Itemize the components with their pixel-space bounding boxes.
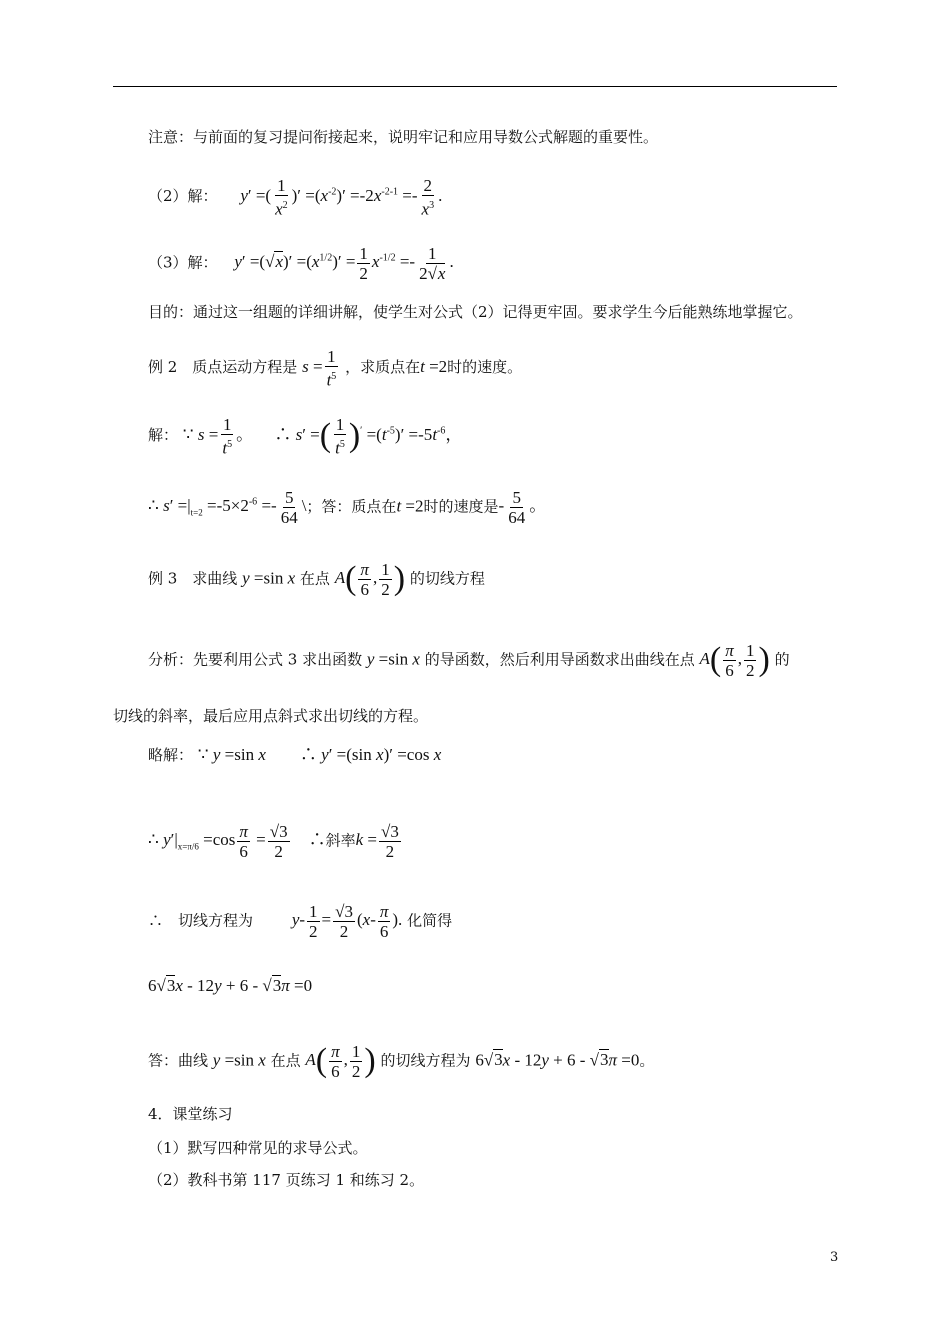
analysis-text-a: 分析：先要利用公式 3 求出函数 — [148, 650, 363, 669]
purpose-paragraph: 目的：通过这一组题的详细讲解，使学生对公式（2）记得更牢固。要求学生今后能熟练地掌握它。 — [148, 303, 803, 321]
slope-value: k = $\frac{√3}{2}$ — [355, 822, 399, 861]
solution-2-formula: y′ =( $\frac{1}{x^2}$ )′ $=(x^{-2})' =-2x^{-2-1}$ =- $\frac{2}{x^3}$ . — [240, 176, 443, 219]
simplified-equation-formula: 6√3x - 12y + 6 - √3π =0 — [148, 976, 313, 995]
example-3-point: A( $\frac{\pi}{6}$ , $\frac{1}{2}$ ) — [334, 560, 406, 599]
slope-formula: ∴ $y'|_{x=\pi/6} =\cos$ $\frac{\pi}{6}$ = $\frac{√3}{2}$ ∴ — [148, 822, 326, 861]
solution-2 — [148, 176, 442, 219]
solution-3-formula: $y' =(√x)' =(x^{1/2})'$ = $\frac{1}{2}$ $x^{-1/2}$ =- $\frac{1}{2√x}$ . — [234, 244, 454, 283]
solution-3 — [148, 244, 454, 283]
tangent-label: 切线方程为 — [178, 911, 254, 930]
final-answer-curve: y =sin x — [212, 1050, 266, 1070]
example-2-text-a: 例 2 质点运动方程是 — [148, 358, 298, 377]
solution-3-label: （3）解： — [148, 253, 218, 272]
example-2-answer-formula: ∴ $s' =|_{t=2} =-5\times 2^{-6}$ =- $\frac{5}{64}$ \ — [148, 488, 307, 527]
answer-value: - $\frac{5}{64}$ 。 — [498, 488, 547, 527]
solution-2-label: （2）解： — [148, 187, 218, 206]
slope-line — [148, 822, 403, 861]
example-2-text-b: ，求质点在 — [345, 358, 421, 377]
answer-text-b: 时的速度是 — [423, 497, 499, 516]
final-answer-equation: 6√3x - 12y + 6 - √3π =0 — [475, 1050, 640, 1070]
analysis-line — [148, 641, 790, 680]
analysis-text-b: 的导函数，然后利用导函数求出曲线在点 — [424, 650, 695, 669]
simplified-equation — [148, 976, 312, 996]
analysis-function: y =sin x — [366, 649, 420, 669]
example-2-solution — [148, 415, 462, 458]
example-2-answer — [148, 488, 546, 527]
tangent-equation: y- $\frac{1}{2}$ = $\frac{√3}{2}$ (x- $\frac{\pi}{6}$ ). — [291, 902, 403, 941]
header-rule — [113, 86, 837, 87]
practice-item-2: （2）教科书第 117 页练习 1 和练习 2。 — [148, 1171, 425, 1189]
brief-solution-label: 略解： — [148, 746, 194, 764]
example-2 — [148, 347, 522, 390]
example-2-eq: s = $\frac{1}{t^5}$ — [302, 347, 337, 390]
brief-solution-formula: ∵ y =sin x ∴ y′ =(sin x)′ =cos x — [197, 745, 442, 764]
final-answer-point: A( $\frac{\pi}{6}$ , $\frac{1}{2}$ ) — [305, 1042, 376, 1081]
example-3-text-a: 例 3 求曲线 — [148, 569, 238, 588]
section-heading-practice: 4．课堂练习 — [148, 1105, 233, 1123]
practice-item-1: （1）默写四种常见的求导公式。 — [148, 1139, 368, 1157]
tangent-line — [148, 902, 452, 941]
final-answer-text-a: 答：曲线 — [148, 1051, 209, 1070]
therefore-symbol: ∴ — [148, 911, 179, 930]
note-paragraph: 注意：与前面的复习提问衔接起来，说明牢记和应用导数公式解题的重要性。 — [148, 128, 659, 146]
simplify-label: 化简得 — [407, 911, 453, 930]
example-3-text-c: 的切线方程 — [409, 569, 485, 588]
analysis-text-c: 的 — [774, 650, 790, 669]
answer-text-a: ；答：质点在 — [306, 497, 397, 516]
analysis-point: A( $\frac{\pi}{6}$ , $\frac{1}{2}$ ) — [699, 641, 770, 680]
brief-solution — [148, 745, 441, 765]
example-3 — [148, 560, 485, 599]
final-answer — [148, 1042, 654, 1081]
example-2-t: t =2 — [420, 357, 448, 377]
solution-label: 解： — [148, 426, 179, 445]
analysis-continuation: 切线的斜率，最后应用点斜式求出切线的方程。 — [113, 707, 429, 725]
example-3-curve: y =sin x — [242, 568, 296, 588]
example-3-text-b: 在点 — [299, 569, 330, 588]
example-2-solution-formula: ∵ s = $\frac{1}{t^5}$ 。 ∴ s′ =( $\frac{1}{t^5}$ )$' =(t^{-5})' =-5t^{-6}$， — [182, 415, 463, 458]
final-answer-period: 。 — [639, 1051, 655, 1070]
answer-t: t =2 — [396, 496, 424, 516]
final-answer-text-b: 在点 — [270, 1051, 301, 1070]
example-2-text-c: 时的速度。 — [447, 358, 523, 377]
final-answer-text-c: 的切线方程为 — [380, 1051, 471, 1070]
slope-label: 斜率 — [325, 831, 356, 850]
page-number: 3 — [830, 1250, 839, 1265]
